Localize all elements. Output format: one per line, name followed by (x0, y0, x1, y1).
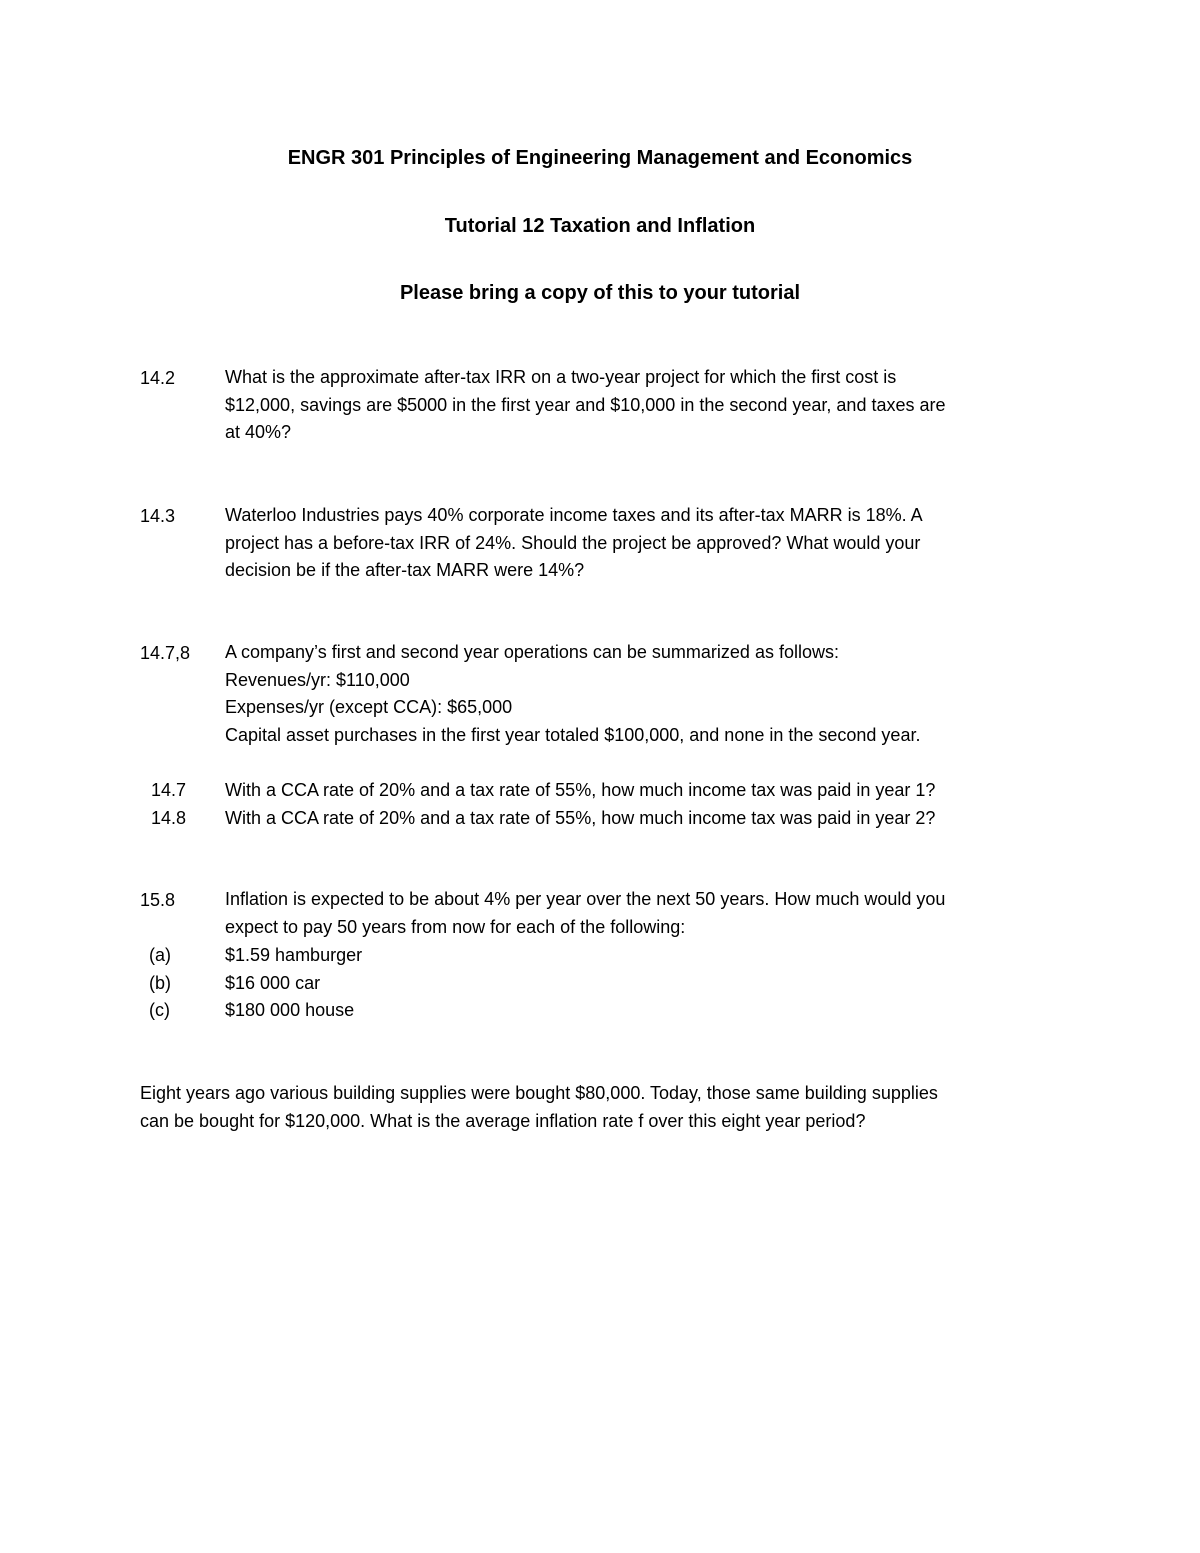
problem-14-7-8-line: Expenses/yr (except CCA): $65,000 (225, 697, 513, 717)
problem-number-14-2: 14.2 (140, 368, 176, 388)
item-label-c: (c) (149, 1000, 170, 1020)
problem-number-14-7-8: 14.7,8 (140, 643, 191, 663)
problem-14-7-8-text (225, 639, 1075, 749)
instruction-text: Please bring a copy of this to your tutorial (399, 282, 801, 304)
problem-14-2-line: $12,000, savings are $5000 in the first year and $10,000 in the second year, and taxes are (225, 394, 946, 415)
problem-14-3-text (225, 502, 1075, 585)
course-title: ENGR 301 Principles of Engineering Management and Economics (287, 147, 913, 169)
problem-number-14-3: 14.3 (140, 506, 176, 526)
problem-14-3-line: decision be if the after-tax MARR were 14%? (225, 560, 585, 580)
problem-14-3-line: project has a before-tax IRR of 24%. Should the project be approved? What would your (225, 532, 921, 553)
problem-15-8-line: Inflation is expected to be about 4% per year over the next 50 years. How much would you (225, 889, 946, 909)
item-text-c: $180 000 house (225, 1000, 355, 1020)
problem-14-7-8-line: Capital asset purchases in the first year totaled $100,000, and none in the second year. (225, 724, 921, 745)
problem-number-15-8: 15.8 (140, 890, 176, 910)
item-text-b: $16 000 car (225, 973, 321, 993)
item-label-a: (a) (149, 945, 171, 965)
problem-14-2-line: What is the approximate after-tax IRR on a two-year project for which the first cost is (225, 367, 897, 387)
final-question-text (140, 1080, 1100, 1135)
problem-14-7-8-line: Revenues/yr: $110,000 (225, 669, 410, 690)
final-question-line: Eight years ago various building supplies were bought $80,000. Today, those same building supplies (140, 1083, 938, 1103)
problem-14-2-text (225, 364, 1075, 447)
problem-15-8-text (225, 886, 1075, 941)
tutorial-title: Tutorial 12 Taxation and Inflation (444, 215, 756, 237)
problem-15-8-line: expect to pay 50 years from now for each of the following: (225, 916, 686, 937)
item-label-b: (b) (149, 973, 171, 993)
sub-problem-14-7-text: With a CCA rate of 20% and a tax rate of 55%, how much income tax was paid in year 1? (225, 780, 936, 800)
problem-14-7-8-line: A company’s first and second year operations can be summarized as follows: (225, 642, 839, 662)
sub-problem-14-8-text: With a CCA rate of 20% and a tax rate of 55%, how much income tax was paid in year 2? (225, 808, 936, 828)
problem-14-2-line: at 40%? (225, 422, 292, 442)
sub-problem-number-14-8: 14.8 (151, 808, 187, 828)
final-question-line: can be bought for $120,000. What is the average inflation rate f over this eight year period? (140, 1110, 866, 1131)
item-text-a: $1.59 hamburger (225, 945, 363, 965)
sub-problem-number-14-7: 14.7 (151, 780, 187, 800)
problem-14-3-line: Waterloo Industries pays 40% corporate income taxes and its after-tax MARR is 18%. A (225, 505, 923, 525)
